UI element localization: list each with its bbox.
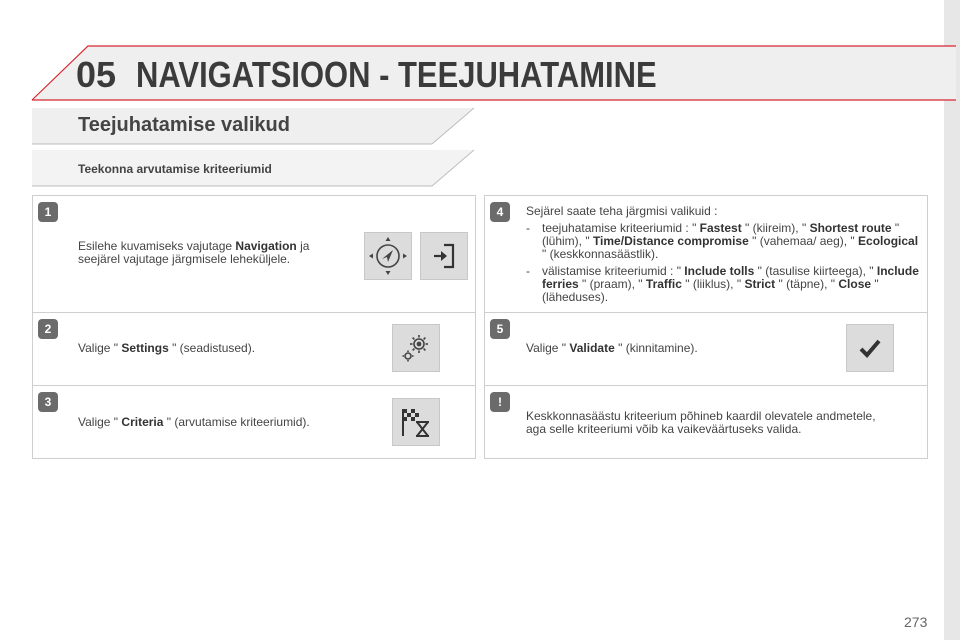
- warning-text: Keskkonnasäästu kriteerium põhineb kaardil olevatele andmetele, aga selle kriteeriumi võib ka vaikeväärtuseks valida.: [526, 409, 876, 436]
- step-4-bullet-route: - teejuhatamise kriteeriumid : " Fastest " (kiireim), " Shortest route " (lühim), " Time/Distance compromise " (vahemaa/ aeg), " Ecological " (keskkonnasäästlik).: [526, 221, 919, 261]
- step-4-badge: 4: [490, 202, 510, 222]
- next-page-icon: [420, 232, 468, 280]
- step-4-bullet-exclusion: - välistamise kriteeriumid : " Include tolls " (tasulise kiirteega), " Include ferries " (praam), " Traffic " (liiklus), " Strict " (täpne), " Close " (läheduses).: [526, 264, 919, 304]
- subsection-title: Teekonna arvutamise kriteeriumid: [78, 162, 272, 176]
- chapter-number: 05: [76, 54, 117, 95]
- navigation-icon: [364, 232, 412, 280]
- checkmark-icon: [846, 324, 894, 372]
- step-1-badge: 1: [38, 202, 58, 222]
- step-3-text: Valige " Criteria " (arvutamise kriteeriumid).: [78, 415, 310, 429]
- step-4-text: [526, 205, 920, 304]
- step-5-badge: 5: [490, 319, 510, 339]
- step-1-text: Esilehe kuvamiseks vajutage Navigation ja seejärel vajutage järgmisele leheküljele.: [78, 239, 310, 266]
- step-5-text: Valige " Validate " (kinnitamine).: [526, 341, 698, 355]
- step-2-badge: 2: [38, 319, 58, 339]
- chapter-title: NAVIGATSIOON - TEEJUHATAMINE: [136, 54, 657, 95]
- step-3-badge: 3: [38, 392, 58, 412]
- section-title: Teejuhatamise valikud: [78, 114, 290, 136]
- warning-badge: !: [490, 392, 510, 412]
- step-4-intro: Sejärel saate teha järgmisi valikuid :: [526, 204, 718, 218]
- settings-icon: [392, 324, 440, 372]
- page-number: 273: [904, 614, 928, 630]
- criteria-icon: [392, 398, 440, 446]
- step-2-text: Valige " Settings " (seadistused).: [78, 341, 256, 355]
